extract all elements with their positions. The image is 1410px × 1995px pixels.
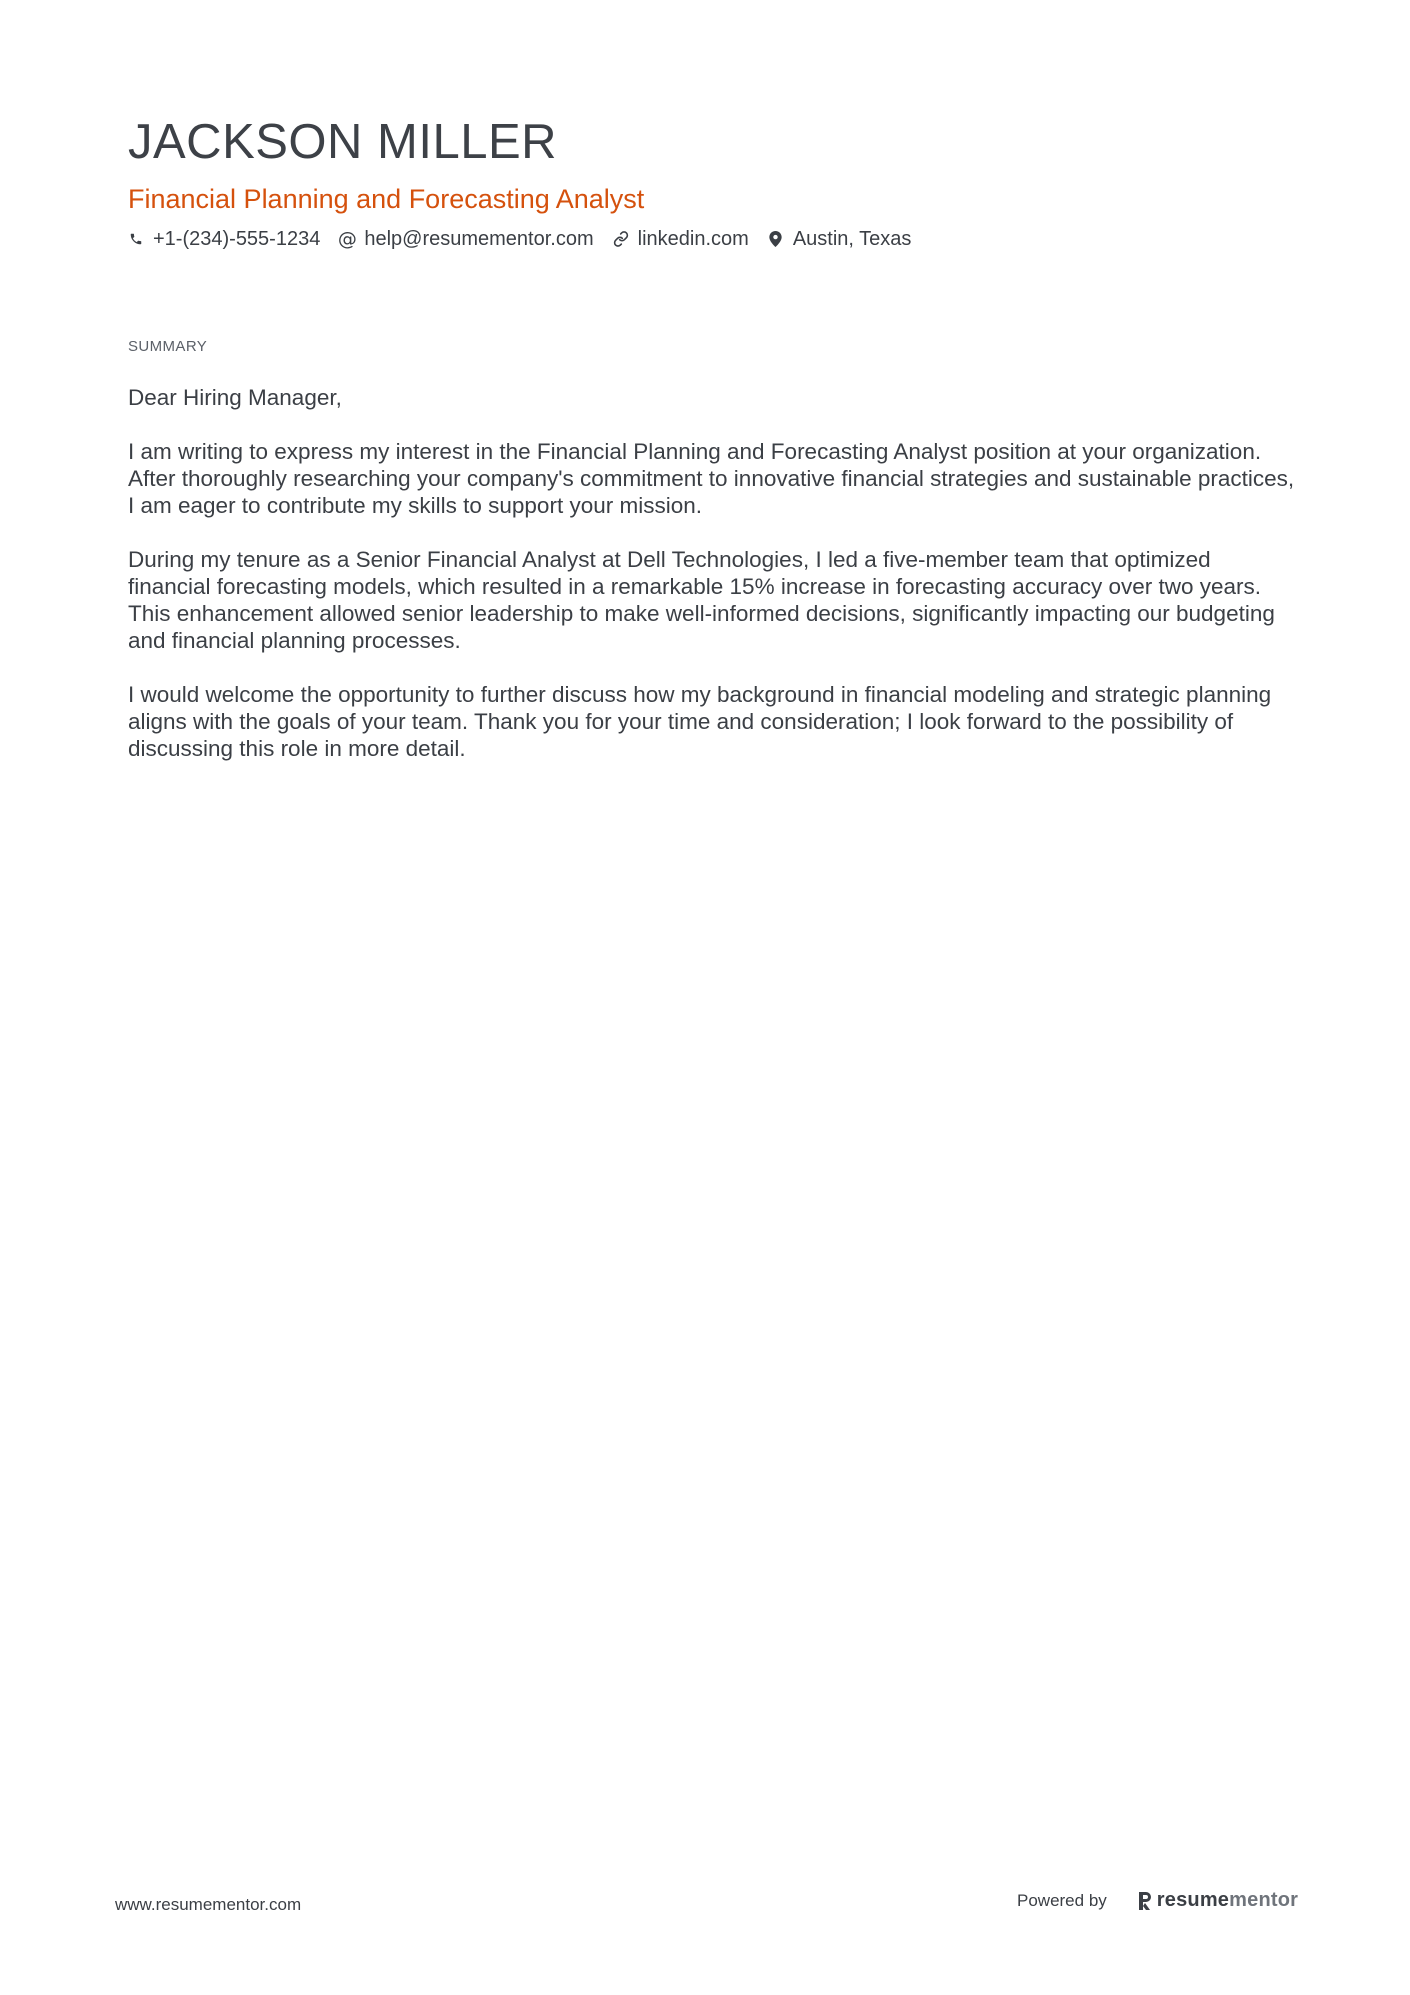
at-icon: @ xyxy=(337,228,357,250)
salutation: Dear Hiring Manager, xyxy=(128,385,342,410)
section-heading-summary: SUMMARY xyxy=(128,338,208,355)
footer-branding xyxy=(1017,1889,1298,1912)
map-pin-icon xyxy=(768,231,784,247)
footer-website[interactable]: www.resumementor.com xyxy=(115,1895,302,1914)
letter-body xyxy=(128,384,1298,789)
email-text[interactable]: help@resumementor.com xyxy=(364,228,594,250)
resumementor-logo-icon xyxy=(1137,1890,1153,1912)
phone-text[interactable]: +1-(234)-555-1234 xyxy=(153,228,321,250)
contact-row xyxy=(128,225,1288,253)
website-text[interactable]: linkedin.com xyxy=(637,228,749,250)
candidate-name: JACKSON MILLER xyxy=(128,115,558,169)
paragraph: During my tenure as a Senior Financial Analyst at Dell Technologies, I led a five-member team that optimized financial forecasting models, which resulted in a remarkable 15% increase in forecasting accuracy over two years. This enhancement allowed senior leadership to make well-informed decisions, significantly impacting our budgeting and financial planning processes. xyxy=(128,547,1275,653)
brand-logo-link[interactable] xyxy=(1137,1889,1298,1912)
contact-location xyxy=(768,225,912,253)
job-title: Financial Planning and Forecasting Analyst xyxy=(128,184,645,214)
brand-name-part1: resume xyxy=(1156,1889,1230,1911)
brand-name-part2: mentor xyxy=(1229,1889,1299,1911)
powered-by-label: Powered by xyxy=(1017,1890,1107,1910)
link-icon xyxy=(613,231,629,247)
phone-icon xyxy=(128,231,144,247)
paragraph: I am writing to express my interest in the Financial Planning and Forecasting Analyst position at your organization. After thoroughly researching your company's commitment to innovative financial strategies and sustainable practices, I am eager to contribute my skills to support your mission. xyxy=(128,439,1295,518)
paragraph: I would welcome the opportunity to further discuss how my background in financial modeling and strategic planning aligns with the goals of your team. Thank you for your time and consideration; I look forward to the possibility of discussing this role in more detail. xyxy=(128,682,1272,761)
contact-website xyxy=(613,225,749,253)
contact-email xyxy=(339,225,593,253)
contact-phone xyxy=(128,225,320,253)
location-text: Austin, Texas xyxy=(792,228,912,250)
header xyxy=(128,112,1288,253)
